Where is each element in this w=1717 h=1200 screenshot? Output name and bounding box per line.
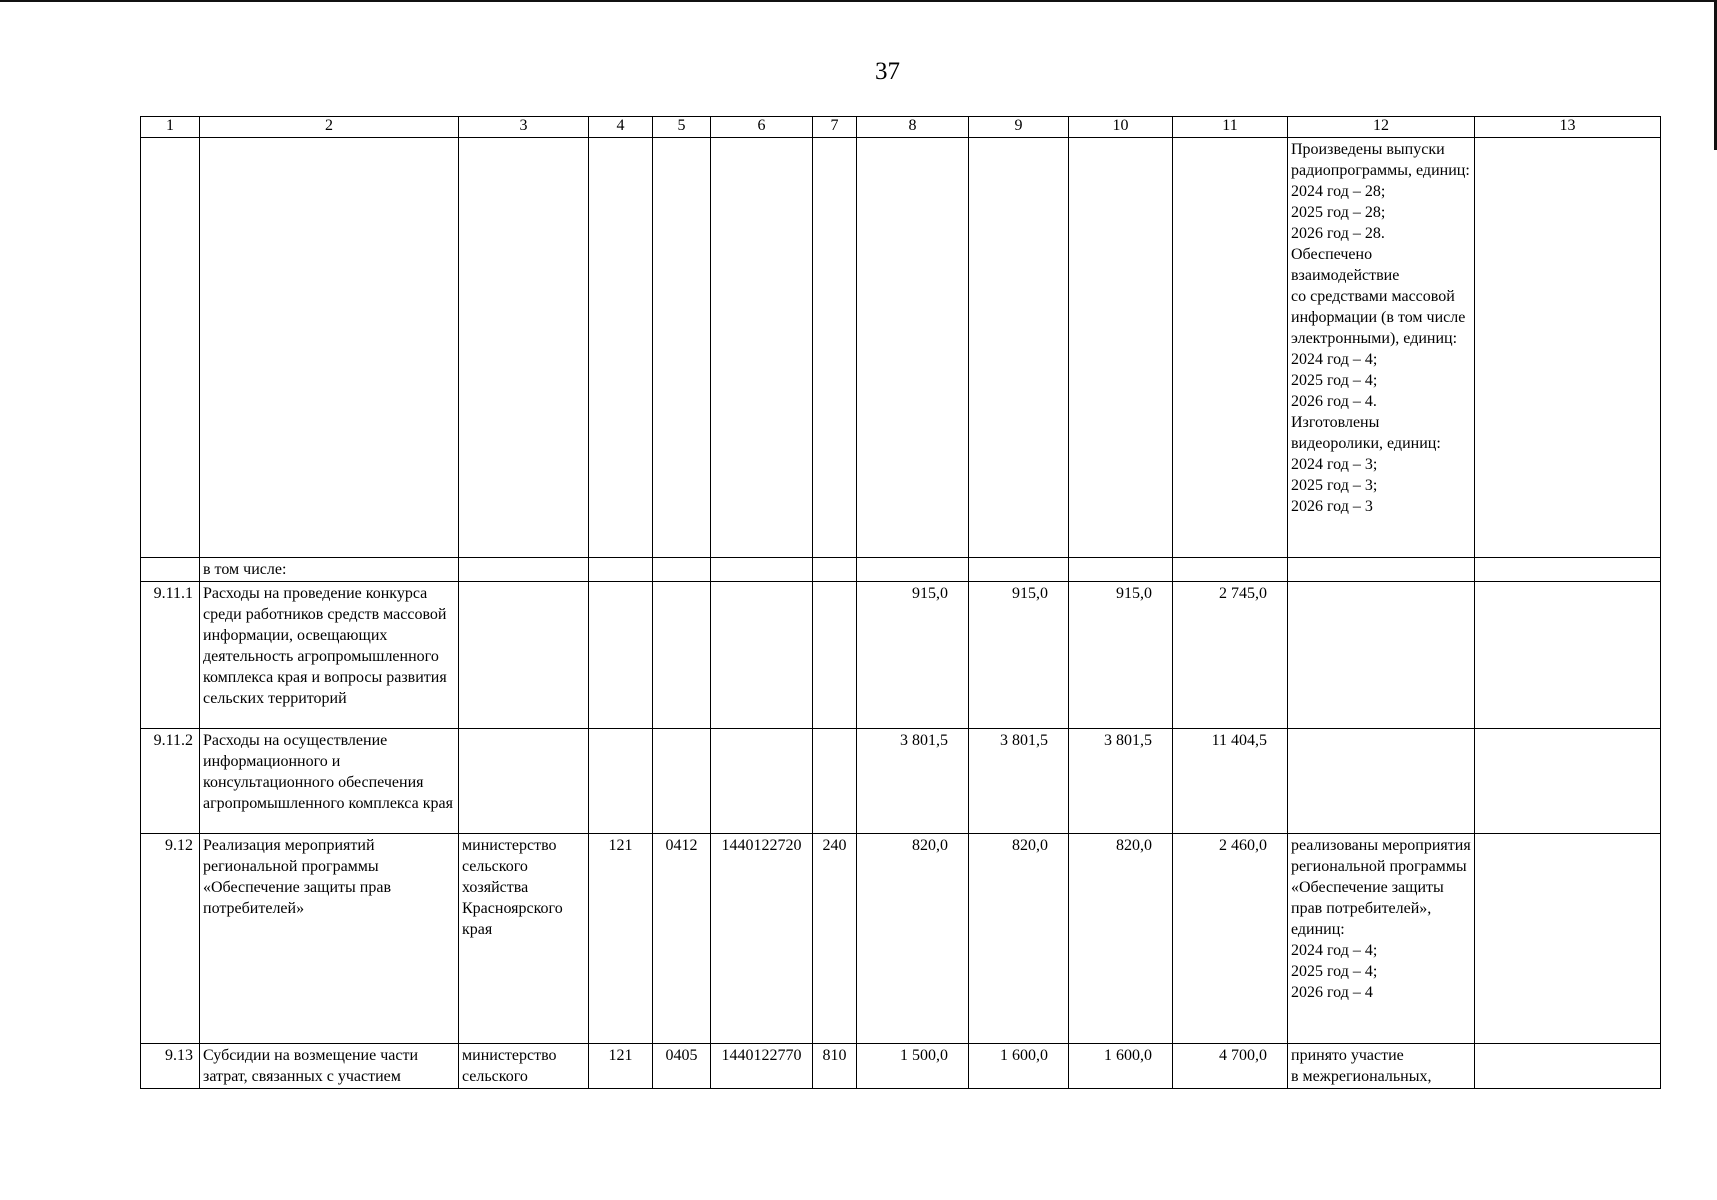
amount-cell: [1173, 138, 1288, 558]
scan-top-edge: [0, 0, 1717, 2]
agency-cell: [459, 138, 589, 558]
description-cell: [200, 138, 459, 558]
amount-cell: [969, 558, 1069, 582]
header-cell: 6: [711, 117, 813, 138]
amount-cell: 3 801,5: [1069, 729, 1173, 834]
table-row: [141, 834, 1661, 1044]
code-cell: 121: [589, 834, 653, 1044]
header-cell: 12: [1288, 117, 1475, 138]
code-cell: [653, 138, 711, 558]
code-cell: [589, 729, 653, 834]
code-cell: [711, 582, 813, 729]
amount-cell: 3 801,5: [857, 729, 969, 834]
code-cell: [813, 138, 857, 558]
header-cell: 1: [141, 117, 200, 138]
note-cell: [1475, 558, 1661, 582]
amount-cell: 11 404,5: [1173, 729, 1288, 834]
header-row: [141, 117, 1661, 138]
amount-cell: [857, 558, 969, 582]
note-cell: [1475, 834, 1661, 1044]
item-number-cell: [141, 558, 200, 582]
description-cell: Расходы на проведение конкурса среди работников средств массовой информации, освещающих деятельность агропромышленного комплекса края и вопросы развития сельских территорий: [200, 582, 459, 729]
header-cell: 10: [1069, 117, 1173, 138]
result-cell: [1288, 729, 1475, 834]
code-cell: [813, 558, 857, 582]
code-cell: 121: [589, 1044, 653, 1089]
description-cell: Субсидии на возмещение части затрат, связанных с участием: [200, 1044, 459, 1089]
code-cell: 0412: [653, 834, 711, 1044]
page-number: 37: [875, 58, 900, 85]
note-cell: [1475, 729, 1661, 834]
amount-cell: 820,0: [969, 834, 1069, 1044]
agency-cell: министерство сельского: [459, 1044, 589, 1089]
amount-cell: [1069, 138, 1173, 558]
code-cell: 1440122720: [711, 834, 813, 1044]
amount-cell: 915,0: [969, 582, 1069, 729]
header-cell: 11: [1173, 117, 1288, 138]
amount-cell: 820,0: [857, 834, 969, 1044]
table-row: [141, 729, 1661, 834]
code-cell: 0405: [653, 1044, 711, 1089]
table-row: [141, 582, 1661, 729]
description-cell: Реализация мероприятий региональной программы «Обеспечение защиты прав потребителей»: [200, 834, 459, 1044]
item-number-cell: 9.12: [141, 834, 200, 1044]
header-cell: 4: [589, 117, 653, 138]
header-cell: 3: [459, 117, 589, 138]
item-number-cell: 9.11.2: [141, 729, 200, 834]
code-cell: 1440122770: [711, 1044, 813, 1089]
header-cell: 8: [857, 117, 969, 138]
amount-cell: 3 801,5: [969, 729, 1069, 834]
code-cell: 240: [813, 834, 857, 1044]
amount-cell: 915,0: [1069, 582, 1173, 729]
table-row: [141, 138, 1661, 558]
amount-cell: 820,0: [1069, 834, 1173, 1044]
header-cell: 7: [813, 117, 857, 138]
code-cell: [711, 558, 813, 582]
code-cell: [711, 138, 813, 558]
result-cell: [1288, 558, 1475, 582]
description-cell: Расходы на осуществление информационного и консультационного обеспечения агропромышленного комплекса края: [200, 729, 459, 834]
amount-cell: 1 600,0: [1069, 1044, 1173, 1089]
code-cell: [653, 582, 711, 729]
result-cell: Произведены выпуски радиопрограммы, единиц: 2024 год – 28; 2025 год – 28; 2026 год – 28. Обеспечено взаимодействие со средствами массовой информации (в том числе электронными), единиц: 2024 год – 4; 2025 год – 4; 2026 год – 4. Изготовлены видеоролики, единиц: 2024 год – 3; 2025 год – 3; 2026 год – 3: [1288, 138, 1475, 558]
result-cell: принято участие в межрегиональных,: [1288, 1044, 1475, 1089]
description-cell: в том числе:: [200, 558, 459, 582]
amount-cell: [1069, 558, 1173, 582]
amount-cell: [1173, 558, 1288, 582]
amount-cell: [969, 138, 1069, 558]
code-cell: [813, 729, 857, 834]
table-row: [141, 558, 1661, 582]
amount-cell: 915,0: [857, 582, 969, 729]
code-cell: [589, 558, 653, 582]
agency-cell: [459, 582, 589, 729]
table-row: [141, 1044, 1661, 1089]
agency-cell: [459, 729, 589, 834]
code-cell: [813, 582, 857, 729]
header-cell: 5: [653, 117, 711, 138]
amount-cell: 2 745,0: [1173, 582, 1288, 729]
note-cell: [1475, 582, 1661, 729]
amount-cell: 2 460,0: [1173, 834, 1288, 1044]
agency-cell: министерство сельского хозяйства Красноярского края: [459, 834, 589, 1044]
amount-cell: 4 700,0: [1173, 1044, 1288, 1089]
budget-table: [140, 116, 1661, 1089]
note-cell: [1475, 138, 1661, 558]
agency-cell: [459, 558, 589, 582]
header-cell: 13: [1475, 117, 1661, 138]
amount-cell: 1 500,0: [857, 1044, 969, 1089]
code-cell: [589, 582, 653, 729]
amount-cell: [857, 138, 969, 558]
note-cell: [1475, 1044, 1661, 1089]
code-cell: 810: [813, 1044, 857, 1089]
code-cell: [653, 558, 711, 582]
amount-cell: 1 600,0: [969, 1044, 1069, 1089]
code-cell: [589, 138, 653, 558]
code-cell: [711, 729, 813, 834]
item-number-cell: [141, 138, 200, 558]
result-cell: [1288, 582, 1475, 729]
header-cell: 9: [969, 117, 1069, 138]
code-cell: [653, 729, 711, 834]
result-cell: реализованы мероприятия региональной программы «Обеспечение защиты прав потребителей», единиц: 2024 год – 4; 2025 год – 4; 2026 год – 4: [1288, 834, 1475, 1044]
item-number-cell: 9.11.1: [141, 582, 200, 729]
item-number-cell: 9.13: [141, 1044, 200, 1089]
header-cell: 2: [200, 117, 459, 138]
